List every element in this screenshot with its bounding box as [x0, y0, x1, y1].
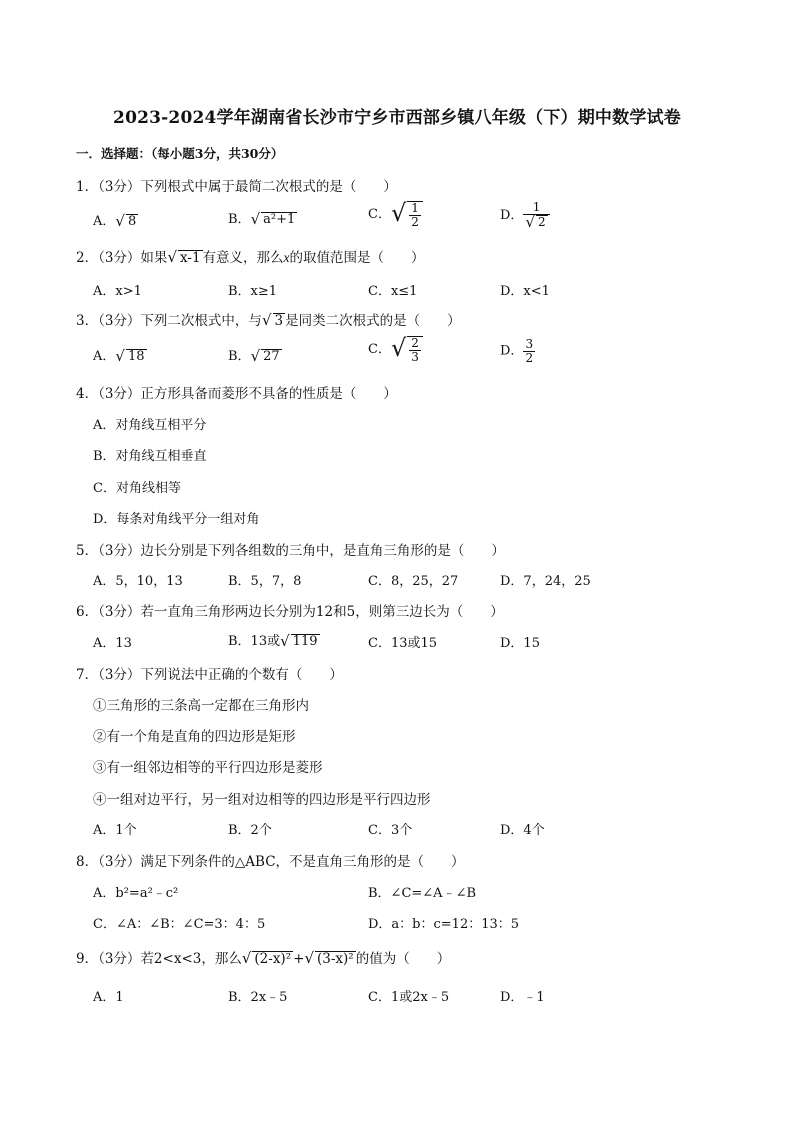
question-7-statement-3: ③有一组邻边相等的平行四边形是菱形: [93, 760, 323, 776]
question-1-option-c[interactable]: C． √ $\frac{1}{2}$: [368, 201, 423, 228]
question-1-option-d[interactable]: D． 1 √ 2: [500, 201, 550, 230]
question-9-option-c[interactable]: C．1或2x﹣5: [368, 990, 450, 1005]
question-9-option-d[interactable]: D．﹣1: [500, 990, 545, 1005]
question-7-option-d[interactable]: D．4个: [500, 823, 545, 838]
question-2-stem: 2．（3分）如果 √ x-1 有意义，那么x的取值范围是（ ）: [76, 248, 425, 267]
question-1-option-b[interactable]: B． √ a²+1: [228, 209, 296, 228]
page-title: 2023-2024学年湖南省长沙市宁乡市西部乡镇八年级（下）期中数学试卷: [113, 108, 681, 128]
question-3-option-b[interactable]: B． √ 27: [228, 346, 280, 365]
question-7-option-c[interactable]: C．3个: [368, 823, 413, 838]
question-6-option-d[interactable]: D．15: [500, 636, 540, 651]
question-7-statement-1: ①三角形的三条高一定都在三角形内: [93, 698, 309, 714]
question-7-option-a[interactable]: A．1个: [93, 823, 137, 838]
question-3-option-c[interactable]: C． √ $\frac{2}{3}$: [368, 336, 423, 363]
question-5-option-b[interactable]: B．5，7，8: [228, 574, 302, 589]
question-4-option-d[interactable]: D．每条对角线平分一组对角: [93, 512, 260, 527]
question-9-option-b[interactable]: B．2x﹣5: [228, 990, 288, 1005]
question-8-option-b[interactable]: B．∠C=∠A﹣∠B: [368, 886, 477, 901]
question-5-option-c[interactable]: C．8，25，27: [368, 574, 459, 589]
question-3-option-a[interactable]: A． √ 18: [93, 346, 145, 365]
question-2-option-b[interactable]: B．x≥1: [228, 284, 278, 299]
question-4-option-b[interactable]: B．对角线互相垂直: [93, 449, 207, 464]
question-6-option-b[interactable]: B．13或 √ 119: [228, 631, 318, 650]
question-6-option-c[interactable]: C．13或15: [368, 636, 438, 651]
question-7-option-b[interactable]: B．2个: [228, 823, 272, 838]
question-2-option-d[interactable]: D．x<1: [500, 284, 550, 299]
question-8-stem: 8．（3分）满足下列条件的△ABC，不是直角三角形的是（ ）: [76, 854, 465, 870]
question-2-option-a[interactable]: A．x>1: [93, 284, 142, 299]
question-5-option-d[interactable]: D．7，24，25: [500, 574, 591, 589]
question-8-option-c[interactable]: C．∠A：∠B：∠C=3：4：5: [93, 917, 266, 932]
question-2-option-c[interactable]: C．x≤1: [368, 284, 418, 299]
question-1-stem: 1．（3分）下列根式中属于最简二次根式的是（ ）: [76, 179, 397, 195]
question-4-option-c[interactable]: C．对角线相等: [93, 481, 181, 496]
question-4-option-a[interactable]: A．对角线互相平分: [93, 418, 207, 433]
question-5-stem: 5．（3分）边长分别是下列各组数的三角中，是直角三角形的是（ ）: [76, 543, 505, 559]
question-4-stem: 4．（3分）正方形具备而菱形不具备的性质是（ ）: [76, 386, 397, 402]
question-8-option-d[interactable]: D．a：b：c=12：13：5: [368, 917, 520, 932]
question-3-option-d[interactable]: D． $\frac{3}{2}$: [500, 337, 534, 365]
question-9-option-a[interactable]: A．1: [93, 990, 124, 1005]
question-6-option-a[interactable]: A．13: [93, 636, 132, 651]
question-9-stem: 9．（3分）若2<x<3，那么 √ (2-x)² + √ (3-x)² 的值为（ ）: [76, 949, 451, 968]
section-heading: 一．选择题：（每小题3分，共30分）: [76, 146, 284, 161]
question-7-stem: 7．（3分）下列说法中正确的个数有（ ）: [76, 667, 343, 683]
question-8-option-a[interactable]: A．b²=a²﹣c²: [93, 886, 179, 901]
question-1-option-a[interactable]: A． √ 8: [93, 211, 137, 230]
question-6-stem: 6．（3分）若一直角三角形两边长分别为12和5，则第三边长为（ ）: [76, 604, 504, 620]
question-7-statement-4: ④一组对边平行，另一组对边相等的四边形是平行四边形: [93, 792, 431, 808]
question-3-stem: 3．（3分）下列二次根式中，与 √ 3 是同类二次根式的是（ ）: [76, 311, 461, 330]
question-7-statement-2: ②有一个角是直角的四边形是矩形: [93, 729, 296, 745]
question-5-option-a[interactable]: A．5，10，13: [93, 574, 183, 589]
